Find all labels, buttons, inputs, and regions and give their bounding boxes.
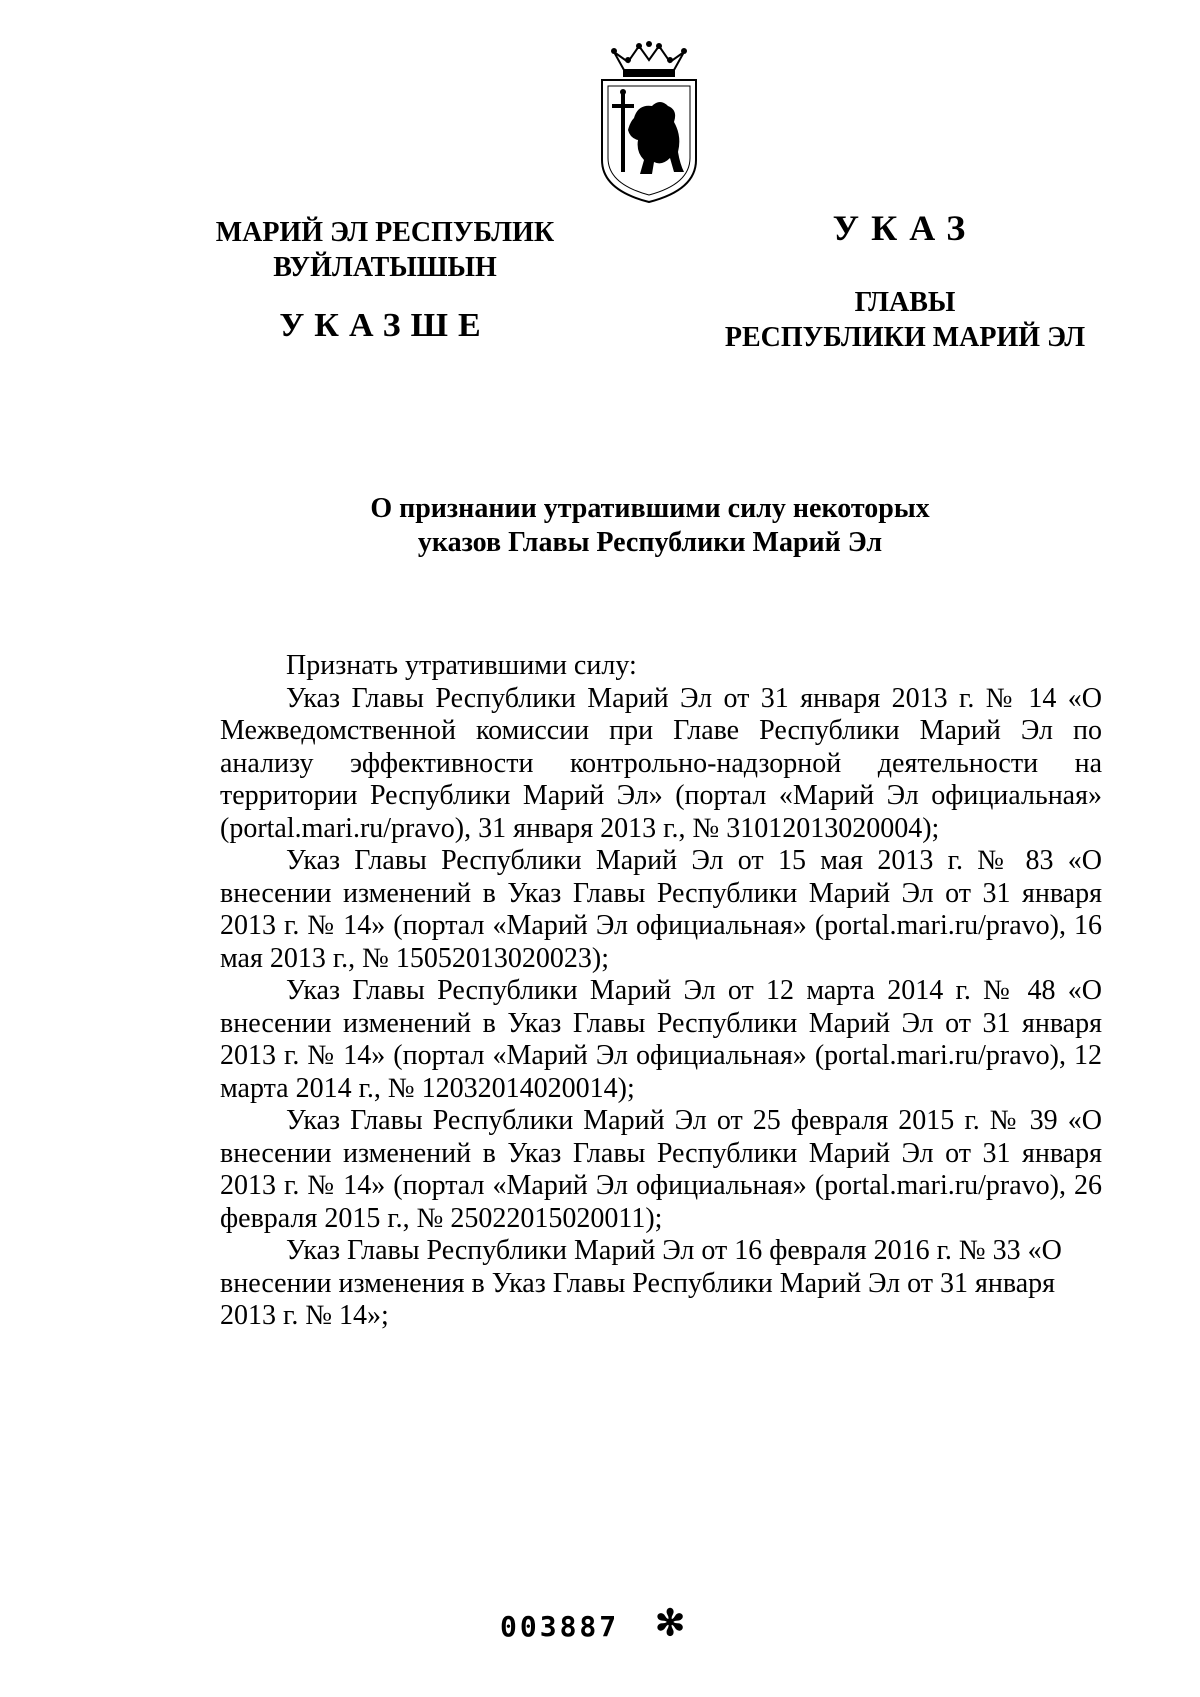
body-item-2: Указ Главы Республики Марий Эл от 15 мая 2013 г. № 83 «О внесении изменений в Указ Главы Республики Марий Эл от 31 января 2013 г. № 14» (портал «Марий Эл официальная» (portal.mari.ru/pravo), 16 мая 2013 г., № 15052013020023); [220, 845, 1102, 974]
document-serial-number: 003887 [500, 1610, 620, 1643]
header-left-line1: МАРИЙ ЭЛ РЕСПУБЛИК [215, 217, 555, 248]
coat-of-arms-emblem [594, 40, 704, 208]
header-left-line3: УКАЗШЕ [279, 307, 491, 344]
header-left-block [190, 215, 580, 348]
body-item-4: Указ Главы Республики Марий Эл от 25 февраля 2015 г. № 39 «О внесении изменений в Указ Главы Республики Марий Эл от 31 января 2013 г. № 14» (портал «Марий Эл официальная» (portal.mari.ru/pravo), 26 февраля 2015 г., № 25022015020011); [220, 1105, 1102, 1234]
document-body [220, 650, 1102, 1333]
header-right-line3: РЕСПУБЛИКИ МАРИЙ ЭЛ [724, 322, 1086, 353]
body-item-5: Указ Главы Республики Марий Эл от 16 февраля 2016 г. № 33 «О внесении изменения в Указ Главы Республики Марий Эл от 31 января 2013 г. № 14»; [220, 1235, 1062, 1331]
document-title [200, 492, 1100, 560]
body-item-1: Указ Главы Республики Марий Эл от 31 января 2013 г. № 14 «О Межведомственной комиссии при Главе Республики Марий Эл по анализу эффективности контрольно-надзорной деятельности на территории Республики Марий Эл» (портал «Марий Эл официальная» (portal.mari.ru/pravo), 31 января 2013 г., № 31012013020004); [220, 682, 1102, 844]
document-title-line2: указов Главы Республики Марий Эл [417, 527, 883, 558]
header-right-line2: ГЛАВЫ [854, 287, 956, 318]
header-left-line2: ВУЙЛАТЫШЫН [273, 252, 497, 283]
asterisk-mark: ✻ [655, 1603, 686, 1643]
document-title-line1: О признании утратившими силу некоторых [370, 493, 930, 524]
body-intro: Признать утратившими силу: [286, 650, 637, 681]
body-item-3: Указ Главы Республики Марий Эл от 12 марта 2014 г. № 48 «О внесении изменений в Указ Главы Республики Марий Эл от 31 января 2013 г. № 14» (портал «Марий Эл официальная» (portal.mari.ru/pravo), 12 марта 2014 г., № 12032014020014); [220, 975, 1102, 1104]
header-right-block [700, 206, 1110, 355]
header-right-line1: УКАЗ [832, 208, 978, 248]
